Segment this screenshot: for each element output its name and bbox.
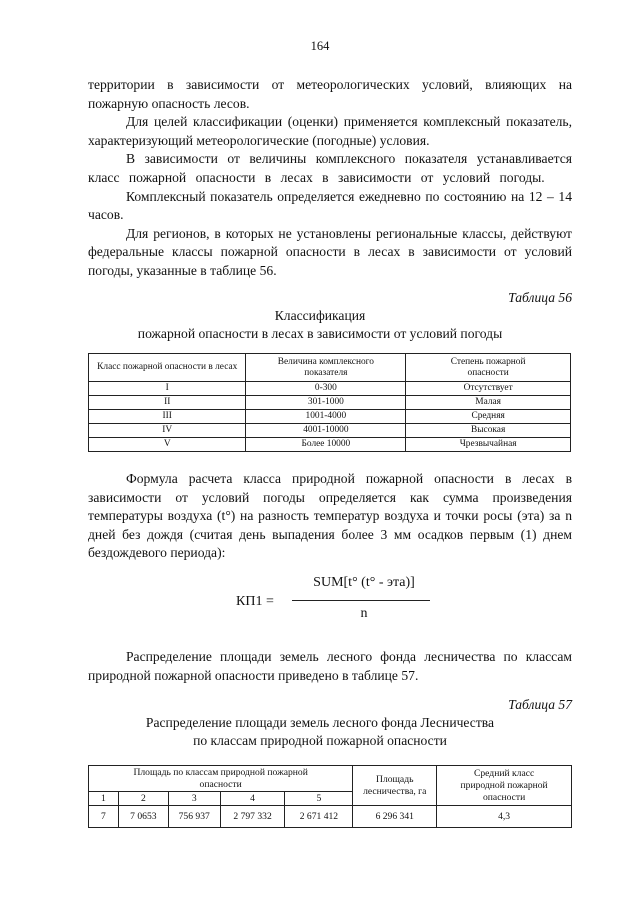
paragraph-5: Для регионов, в которых не установлены региональные классы, действуют федеральные классы пожарной опасности в лесах в зависимости от условий погоды, указанные в таблице 56. <box>88 225 572 278</box>
table-row <box>89 410 571 424</box>
table57-header-area: Площадь лесничества, га <box>353 766 437 806</box>
table-cell: 2 671 412 <box>285 806 353 828</box>
table-cell: V <box>89 438 246 452</box>
table-row <box>89 382 571 396</box>
paragraph-2: Для целей классификации (оценки) применяется комплексный показатель, характеризующий метеорологические (погодные) условия. <box>88 114 572 148</box>
table-cell: 7 0653 <box>118 806 168 828</box>
formula-description <box>88 470 572 563</box>
table57-header <box>89 766 572 792</box>
table56-header-class: Класс пожарной опасности в лесах <box>89 354 246 382</box>
intro-text <box>88 76 572 281</box>
table-cell: Высокая <box>406 424 571 438</box>
table-cell: 5 <box>285 792 353 806</box>
table-cell: 1 <box>89 792 119 806</box>
table57-header-avg: Средний класс природной пожарной опасности <box>437 766 572 806</box>
table-cell: Средняя <box>406 410 571 424</box>
distribution-text <box>88 648 572 685</box>
table56-title-2: пожарной опасности в лесах в зависимости от условий погоды <box>137 326 503 341</box>
formula-numerator: SUM[t° (t° - эта)] <box>313 575 415 590</box>
table-row <box>89 424 571 438</box>
distribution-paragraph: Распределение площади земель лесного фонда лесничества по классам природной пожарной опасности приведено в таблице 57. <box>88 649 572 683</box>
paragraph-3: В зависимости от величины комплексного показателя устанавливается класс пожарной опасности в лесах в зависимости от условий погоды. <box>88 151 572 185</box>
table-cell: 7 <box>89 806 119 828</box>
table-cell: I <box>89 382 246 396</box>
table57-label: Таблица 57 <box>508 697 572 712</box>
table-cell: II <box>89 396 246 410</box>
table-cell: Чрезвычайная <box>406 438 571 452</box>
table56 <box>88 353 571 452</box>
table57 <box>88 765 572 828</box>
table-cell: Более 10000 <box>246 438 406 452</box>
table-cell: Малая <box>406 396 571 410</box>
formula-lhs: КП1 = <box>236 594 274 609</box>
table-cell: IV <box>89 424 246 438</box>
table56-header-degree: Степень пожарной опасности <box>406 354 571 382</box>
table-cell: 756 937 <box>168 806 220 828</box>
table-cell: 6 296 341 <box>353 806 437 828</box>
table57-header-group: Площадь по классам природной пожарной опасности <box>89 766 353 792</box>
table-row <box>89 396 571 410</box>
table-row <box>89 438 571 452</box>
formula-paragraph: Формула расчета класса природной пожарной опасности в лесах в зависимости от условий погоды определяется как сумма произведения температуры воздуха (t°) на разность температур воздуха и точки росы (эта) за n дней без дождя (считая день выпадения более 3 мм осадков первым (1) днем бездождевого периода): <box>88 471 572 561</box>
table56-header <box>89 354 571 382</box>
table-row <box>89 806 572 828</box>
table-cell: III <box>89 410 246 424</box>
table-cell: 3 <box>168 792 220 806</box>
table-cell: 1001-4000 <box>246 410 406 424</box>
table57-title-1: Распределение площади земель лесного фонда Лесничества <box>145 715 495 730</box>
paragraph-1: территории в зависимости от метеорологических условий, влияющих на пожарную опасность лесов. <box>88 77 572 111</box>
table56-title-1: Классификация <box>274 308 366 323</box>
table-cell: 4,3 <box>437 806 572 828</box>
table-cell: 4001-10000 <box>246 424 406 438</box>
paragraph-4: Комплексный показатель определяется ежедневно по состоянию на 12 – 14 часов. <box>88 188 572 223</box>
fraction-line <box>292 600 430 601</box>
table56-label: Таблица 56 <box>508 290 572 305</box>
table57-title-2: по классам природной пожарной опасности <box>193 733 447 748</box>
table-cell: 2 797 332 <box>220 806 285 828</box>
table56-header-value: Величина комплексного показателя <box>246 354 406 382</box>
table-cell: 2 <box>118 792 168 806</box>
table-cell: 4 <box>220 792 285 806</box>
table-cell: 301-1000 <box>246 396 406 410</box>
table-cell: 0-300 <box>246 382 406 396</box>
page-number: 164 <box>310 39 330 53</box>
table-cell: Отсутствует <box>406 382 571 396</box>
formula-denominator: n <box>360 606 368 621</box>
